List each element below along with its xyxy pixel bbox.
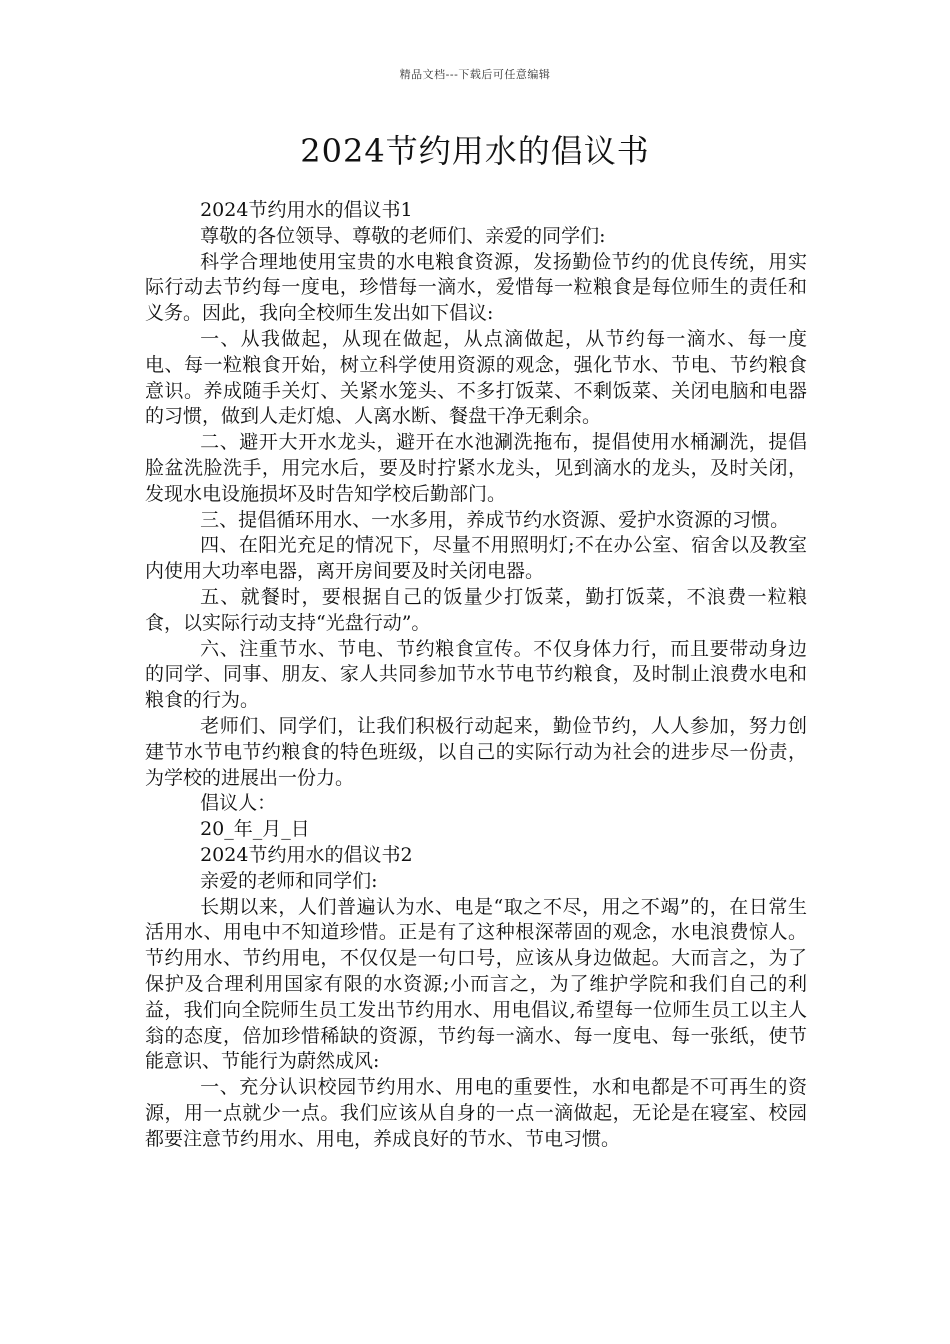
salutation-1: 尊敬的各位领导、尊敬的老师们、亲爱的同学们: [200, 224, 606, 247]
proposal-item-3: 三、提倡循环用水、一水多用，养成节约水资源、爱护水资源的习惯。 [200, 508, 790, 531]
proposal-item-6: 六、注重节水、节电、节约粮食宣传。不仅身体力行，而且要带动身边的同学、同事、朋友、家人共同参加节水节电节约粮食，及时制止浪费水电和粮食的行为。 [145, 637, 807, 712]
document-body [145, 198, 807, 1152]
date-line: 20_年_月_日 [200, 818, 310, 841]
proposal-item-4: 四、在阳光充足的情况下，尽量不用照明灯;不在办公室、宿舍以及教室内使用大功率电器，离开房间要及时关闭电器。 [145, 534, 807, 583]
salutation-2: 亲爱的老师和同学们: [200, 869, 378, 892]
proposal-item-2: 二、避开大开水龙头，避开在水池涮洗拖布，提倡使用水桶涮洗，提倡脸盆洗脸洗手，用完水后，要及时拧紧水龙头，见到滴水的龙头，及时关闭，发现水电设施损坏及时告知学校后勤部门。 [145, 431, 807, 505]
closing-paragraph: 老师们、同学们，让我们积极行动起来，勤俭节约，人人参加，努力创建节水节电节约粮食的特色班级，以自己的实际行动为社会的进步尽一份责，为学校的进展出一份力。 [145, 714, 807, 789]
section-heading-2: 2024节约用水的倡议书2 [200, 843, 413, 866]
proposal-item-5: 五、就餐时，要根据自己的饭量少打饭菜，勤打饭菜，不浪费一粒粮食，以实际行动支持“光盘行动”。 [145, 585, 807, 634]
proposal-item-1: 一、充分认识校园节约用水、用电的重要性，水和电都是不可再生的资源，用一点就少一点。我们应该从自身的一点一滴做起，无论是在寝室、校园都要注意节约用水、用电，养成良好的节水、节电习惯。 [145, 1076, 807, 1150]
header-note: 精品文档---下载后可任意编辑 [399, 68, 551, 81]
paragraph: 科学合理地使用宝贵的水电粮食资源，发扬勤俭节约的优良传统，用实际行动去节约每一度电，珍惜每一滴水，爱惜每一粒粮食是每位师生的责任和义务。因此，我向全校师生发出如下倡议: [145, 250, 807, 325]
paragraph: 长期以来，人们普遍认为水、电是“取之不尽，用之不竭”的，在日常生活用水、用电中不知道珍惜。正是有了这种根深蒂固的观念，水电浪费惊人。节约用水、节约用电，不仅仅是一句口号，应该从身边做起。大而言之，为了保护及合理利用国家有限的水资源;小而言之，为了维护学院和我们自己的利益，我们向全院师生员工发出节约用水、用电倡议,希望每一位师生员工以主人翁的态度，倍加珍惜稀缺的资源，节约每一滴水、每一度电、每一张纸，使节能意识、节能行为蔚然成风: [145, 895, 807, 1073]
section-heading-1: 2024节约用水的倡议书1 [200, 199, 413, 221]
document-title: 2024节约用水的倡议书 [300, 132, 650, 170]
signature-label: 倡议人： [200, 792, 277, 815]
proposal-item-1: 一、从我做起，从现在做起，从点滴做起，从节约每一滴水、每一度电、每一粒粮食开始，树立科学使用资源的观念，强化节水、节电、节约粮食意识。养成随手关灯、关紧水笼头、不多打饭菜、不剩饭菜、关闭电脑和电器的习惯，做到人走灯熄、人离水断、餐盘干净无剩余。 [145, 327, 807, 428]
